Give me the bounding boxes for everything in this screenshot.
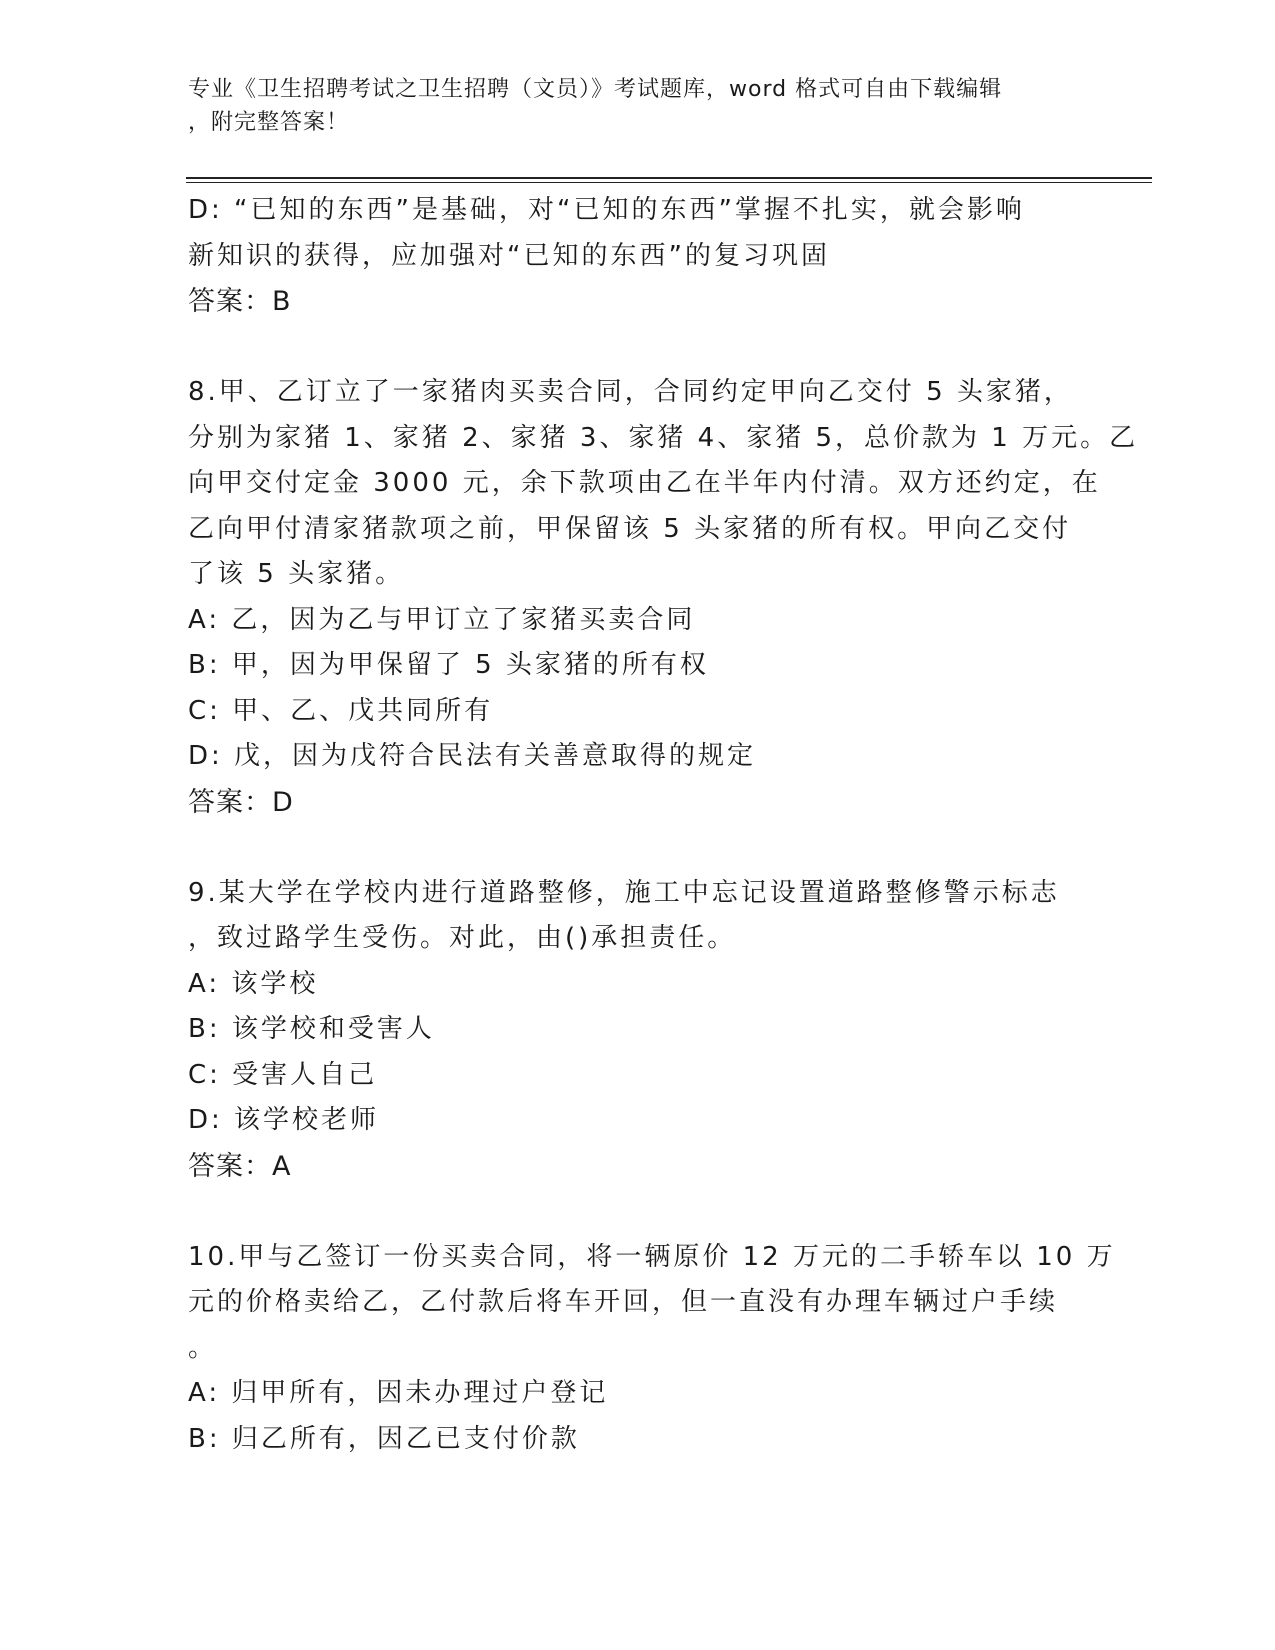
question-text-line: 了该 5 头家猪。 — [188, 559, 405, 589]
question-10 — [188, 1235, 1116, 1463]
document-body — [188, 188, 1139, 1462]
option-d-line-1: D: “已知的东西”是基础，对“已知的东西”掌握不扎实，就会影响 — [188, 195, 1025, 225]
question-9 — [188, 871, 1088, 1190]
header-rule-thin — [186, 182, 1152, 183]
option-d: D: 该学校老师 — [188, 1105, 380, 1135]
question-7-tail — [188, 188, 1088, 325]
option-d-line-2: 新知识的获得，应加强对“已知的东西”的复习巩固 — [188, 240, 830, 271]
option-c: C: 受害人自己 — [188, 1059, 378, 1090]
question-text-line: 9.某大学在学校内进行道路整修，施工中忘记设置道路整修警示标志 — [188, 877, 1060, 908]
option-d: D: 戊，因为戊符合民法有关善意取得的规定 — [188, 741, 757, 771]
question-text-line: ，致过路学生受伤。对此，由()承担责任。 — [188, 923, 737, 953]
answer-label: 答案：A — [188, 1150, 292, 1182]
option-a: A: 乙，因为乙与甲订立了家猪买卖合同 — [188, 604, 696, 635]
option-b: B: 归乙所有，因乙已支付价款 — [188, 1423, 580, 1454]
document-header — [188, 73, 1068, 139]
option-a: A: 该学校 — [188, 968, 319, 999]
question-text-line: 10.甲与乙签订一份买卖合同，将一辆原价 12 万元的二手轿车以 10 万 — [188, 1241, 1116, 1272]
option-c: C: 甲、乙、戊共同所有 — [188, 695, 494, 726]
header-rule-thick — [186, 177, 1152, 179]
question-text-line: 元的价格卖给乙，乙付款后将车开回，但一直没有办理车辆过户手续 — [188, 1287, 1059, 1317]
question-8 — [188, 370, 1139, 825]
answer-label: 答案：D — [188, 786, 294, 818]
question-text-line: 分别为家猪 1、家猪 2、家猪 3、家猪 4、家猪 5，总价款为 1 万元。乙 — [188, 422, 1139, 453]
option-b: B: 甲，因为甲保留了 5 头家猪的所有权 — [188, 650, 709, 680]
header-line-1: 专业《卫生招聘考试之卫生招聘（文员）》考试题库，word 格式可自由下载编辑 — [188, 77, 1003, 102]
question-text-line: 。 — [188, 1332, 218, 1363]
answer-label: 答案：B — [188, 286, 292, 317]
header-line-2: ，附完整答案！ — [188, 110, 350, 135]
spacer — [188, 325, 1088, 371]
question-text-line: 乙向甲付清家猪款项之前，甲保留该 5 头家猪的所有权。甲向乙交付 — [188, 513, 1072, 544]
question-text-line: 8.甲、乙订立了一家猪肉买卖合同，合同约定甲向乙交付 5 头家猪， — [188, 377, 1073, 407]
question-text-line: 向甲交付定金 3000 元，余下款项由乙在半年内付清。双方还约定，在 — [188, 468, 1101, 498]
option-a: A: 归甲所有，因未办理过户登记 — [188, 1378, 609, 1408]
spacer — [188, 1189, 1088, 1235]
spacer — [188, 825, 1088, 871]
option-b: B: 该学校和受害人 — [188, 1014, 435, 1044]
